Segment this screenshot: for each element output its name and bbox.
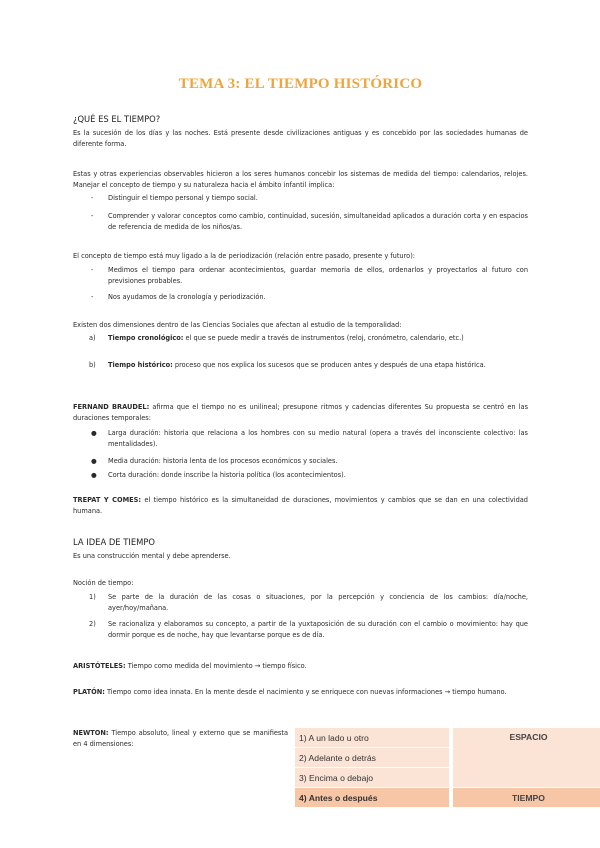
dash-marker: - xyxy=(91,293,94,301)
list-item: Tiempo cronológico: el que se puede medir a través de instrumentos (reloj, cronómetro, calendario, etc.) xyxy=(108,334,464,342)
table-cell: 4) Antes o después xyxy=(295,788,451,808)
paragraph-newton: NEWTON: Tiempo absoluto, lineal y externo que se manifiesta en 4 dimensiones: xyxy=(73,729,288,749)
paragraph-aristoteles: ARISTÓTELES: Tiempo como medida del movimiento → tiempo físico. xyxy=(73,662,307,670)
table-cell: 3) Encima o debajo xyxy=(295,768,451,788)
dash-marker: - xyxy=(91,212,94,220)
bullet: ● xyxy=(91,457,97,465)
list-item: Nos ayudamos de la cronología y periodización. xyxy=(108,293,266,301)
table-cell: 2) Adelante o detrás xyxy=(295,748,451,768)
table-cell: 1) A un lado u otro xyxy=(295,728,451,748)
paragraph: Noción de tiempo: xyxy=(73,579,134,587)
table-cell-espacio: ESPACIO xyxy=(451,728,600,788)
dash-marker: - xyxy=(91,194,94,202)
paragraph-braudel: FERNAND BRAUDEL: afirma que el tiempo no es unilineal; presupone ritmos y cadencias diferentes Su propuesta se centró en las duraciones temporales: xyxy=(73,403,529,423)
list-item: Larga duración: historia que relaciona a los hombres con su medio natural (opera a través del inconsciente colectivo: las mentalidades). xyxy=(108,429,528,449)
dash-marker: - xyxy=(91,266,94,274)
list-item: Se racionaliza y elaboramos su concepto, a partir de la yuxtaposición de su duración con el cambio o movimiento: hay que dormir porque es de noche, hay que levantarse porque es de día. xyxy=(108,620,528,640)
paragraph: El concepto de tiempo está muy ligado a la de periodización (relación entre pasado, presente y futuro): xyxy=(73,252,415,260)
paragraph: Estas y otras experiencias observables hicieron a los seres humanos concebir los sistemas de medida del tiempo: calendarios, relojes. Manejar el concepto de tiempo y su naturaleza hacia el ámbito infantil implica: xyxy=(73,170,528,190)
list-marker: 1) xyxy=(89,593,96,601)
list-item: Media duración: historia lenta de los procesos económicos y sociales. xyxy=(108,457,338,465)
section-heading-la-idea-de-tiempo: LA IDEA DE TIEMPO xyxy=(73,537,156,547)
list-marker: a) xyxy=(89,334,96,342)
list-marker: b) xyxy=(89,361,96,369)
paragraph: Es la sucesión de los días y las noches. Está presente desde civilizaciones antiguas y es concebido por las sociedades humanas de diferente forma. xyxy=(73,129,528,149)
list-item: Corta duración: donde inscribe la historia política (los acontecimientos). xyxy=(108,471,346,479)
paragraph-trepat: TREPAT Y COMES: el tiempo histórico es la simultaneidad de duraciones, movimientos y cambios que se dan en una colectividad humana. xyxy=(73,496,528,516)
term: Tiempo histórico: xyxy=(108,361,173,369)
table-cell-tiempo: TIEMPO xyxy=(451,788,600,808)
list-marker: 2) xyxy=(89,620,96,628)
term: Tiempo cronológico: xyxy=(108,334,184,342)
bullet: ● xyxy=(91,429,97,437)
list-item: Distinguir el tiempo personal y tiempo social. xyxy=(108,194,258,202)
paragraph: Existen dos dimensiones dentro de las Ciencias Sociales que afectan al estudio de la temporalidad: xyxy=(73,321,402,329)
paragraph-platon: PLATÓN: Tiempo como idea innata. En la mente desde el nacimiento y se enriquece con nuevas informaciones → tiempo humano. xyxy=(73,688,507,696)
list-item: Comprender y valorar conceptos como cambio, continuidad, sucesión, simultaneidad aplicados a duración corta y en espacios de referencia de medida de los niños/as. xyxy=(108,212,528,232)
page-title: TEMA 3: EL TIEMPO HISTÓRICO xyxy=(178,76,423,92)
section-heading-que-es-el-tiempo: ¿QUÉ ES EL TIEMPO? xyxy=(73,114,161,124)
list-item: Tiempo histórico: proceso que nos explica los sucesos que se producen antes y después de una etapa histórica. xyxy=(108,361,486,369)
bullet: ● xyxy=(91,471,97,479)
paragraph: Es una construcción mental y debe aprenderse. xyxy=(73,552,231,560)
dimensions-table xyxy=(295,728,600,808)
list-item: Se parte de la duración de las cosas o situaciones, por la percepción y conciencia de los cambios: día/noche, ayer/hoy/mañana. xyxy=(108,593,528,613)
list-item: Medimos el tiempo para ordenar acontecimientos, guardar memoria de ellos, ordenarlos y proyectarlos al futuro con previsiones probables. xyxy=(108,266,528,286)
